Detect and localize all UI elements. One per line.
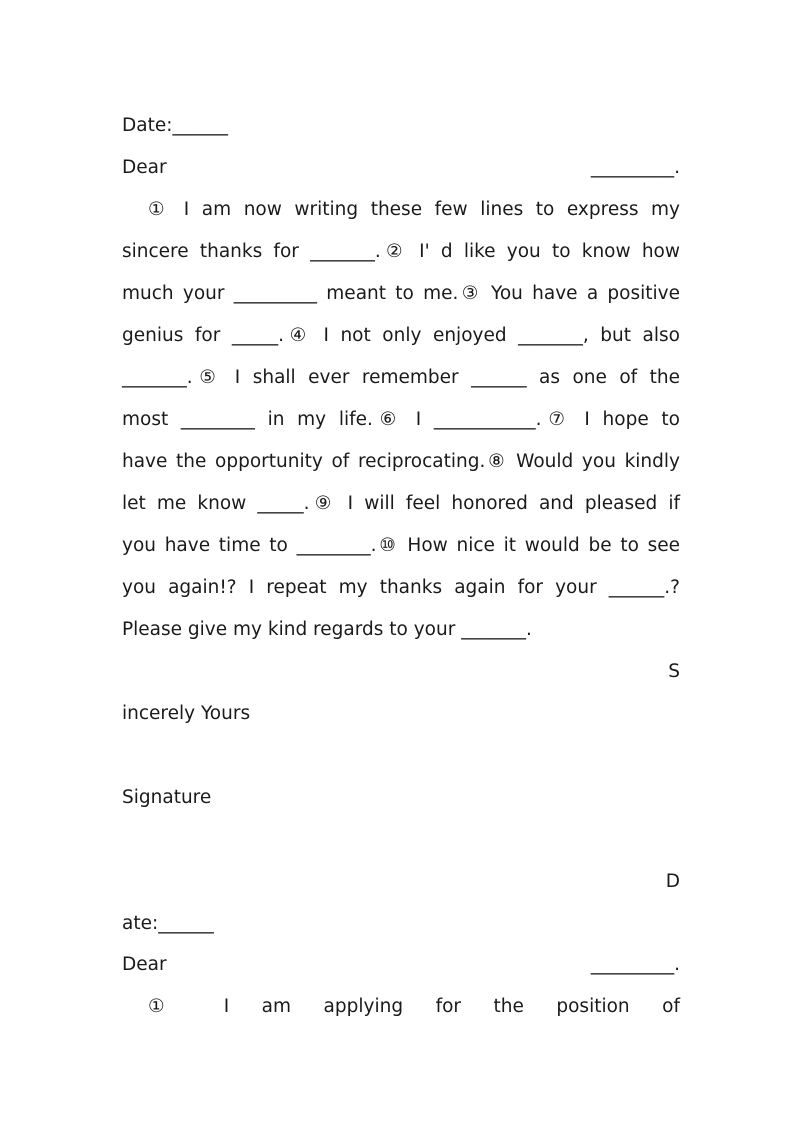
letter1-body-line-4: genius for _____.④ I not only enjoyed _______, but also xyxy=(122,325,680,346)
letter1-closing-rest: incerely Yours xyxy=(122,703,251,724)
letter1-body-line-7: have the opportunity of reciprocating.⑧ Would you kindly xyxy=(122,451,680,472)
letter1-body-line-2: sincere thanks for _______.② I' d like you to know how xyxy=(122,241,680,262)
letter1-body-line-9: you have time to ________.⑩ How nice it would be to see xyxy=(122,535,680,556)
letter1-closing-first-letter: S xyxy=(668,661,680,682)
letter1-body-line-6: most ________ in my life.⑥ I ___________.⑦ I hope to xyxy=(122,409,680,430)
letter2-body-line-1: ① I am applying for the position of xyxy=(148,996,680,1017)
letter2-dear-text: Dear xyxy=(122,954,167,975)
letter1-recipient-blank: _________. xyxy=(590,157,680,178)
letter1-date-line: Date:______ xyxy=(122,115,228,136)
letter1-signature: Signature xyxy=(122,787,212,808)
letter2-recipient-blank: _________. xyxy=(590,954,680,975)
letter2-date-first-letter: D xyxy=(665,871,680,892)
letter1-body-line-5: _______.⑤ I shall ever remember ______ as one of the xyxy=(122,367,680,388)
letter2-salutation xyxy=(122,952,680,978)
letter1-body-line-8: let me know _____.⑨ I will feel honored and pleased if xyxy=(122,493,680,514)
letter1-body-line-11: Please give my kind regards to your _______. xyxy=(122,619,532,640)
letter1-dear-text: Dear xyxy=(122,157,167,178)
letter1-salutation xyxy=(122,155,680,181)
letter1-body-line-3: much your _________ meant to me.③ You have a positive xyxy=(122,283,680,304)
letter2-date-rest: ate:______ xyxy=(122,913,214,934)
letter1-body-line-1: ① I am now writing these few lines to express my xyxy=(148,199,680,220)
letter1-body-line-10: you again!? I repeat my thanks again for your ______.? xyxy=(122,577,680,598)
